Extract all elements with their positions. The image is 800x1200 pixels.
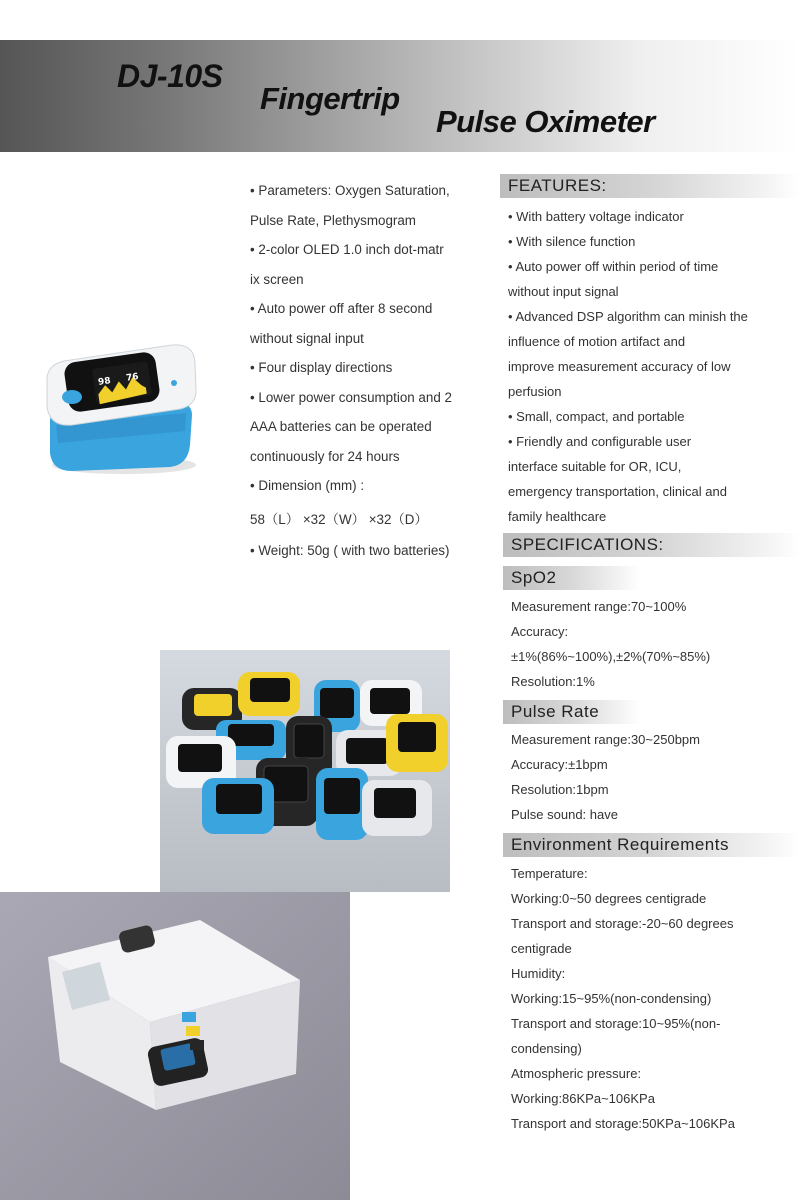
environment-specs: Temperature: Working:0~50 degrees centigrade Transport and storage:-20~60 degrees centigrade Humidity: Working:15~95%(non-condensing) Transport and storage:10~95%(non- condensing) Atmospheric pressure: Working:86KPa~106KPa Transport and storage:50KPa~106KPa (511, 866, 735, 1131)
product-illustration (42, 335, 202, 480)
model-title: DJ-10S (117, 58, 223, 94)
param-item: • Dimension (mm) : 58（L） ×32（W） ×32（D） (250, 478, 428, 527)
param-item: • Lower power consumption and 2 AAA batteries can be operated continuously for 24 hours (250, 389, 452, 464)
environment-heading: Environment Requirements (503, 833, 800, 857)
spo2-specs: Measurement range:70~100% Accuracy: ±1%(86%~100%),±2%(70%~85%) Resolution:1% (511, 599, 711, 689)
header-banner (0, 40, 800, 152)
parameter-list (238, 176, 488, 566)
device-spo2-readout: 98 (97, 376, 112, 388)
product-box-photo (0, 892, 350, 1200)
feature-item: • Advanced DSP algorithm can minish the influence of motion artifact and improve measurement accuracy of low perfusion (508, 309, 748, 399)
features-list (497, 204, 797, 529)
device-pulse-readout: 76 (125, 372, 140, 384)
feature-item: • Friendly and configurable user interface suitable for OR, ICU, emergency transportation, clinical and family healthcare (508, 434, 727, 524)
features-heading: FEATURES: (500, 174, 800, 198)
param-item: • 2-color OLED 1.0 inch dot-matr ix screen (250, 242, 444, 287)
pulse-rate-specs: Measurement range:30~250bpm Accuracy:±1bpm Resolution:1bpm Pulse sound: have (511, 732, 700, 822)
param-item: • Auto power off after 8 second without signal input (250, 301, 433, 346)
feature-item: • With silence function (508, 234, 636, 249)
feature-item: • Small, compact, and portable (508, 409, 685, 424)
feature-item: • With battery voltage indicator (508, 209, 684, 224)
title-word-fingertrip: Fingertrip (260, 81, 400, 116)
spo2-heading: SpO2 (503, 566, 641, 590)
specifications-heading: SPECIFICATIONS: (503, 533, 800, 557)
param-item: • Weight: 50g ( with two batteries) (250, 543, 450, 558)
pulse-rate-heading: Pulse Rate (503, 700, 641, 724)
feature-item: • Auto power off within period of time without input signal (508, 259, 719, 299)
devices-group-photo (160, 650, 450, 892)
param-item: • Parameters: Oxygen Saturation, Pulse Rate, Plethysmogram (250, 183, 450, 228)
param-item: • Four display directions (250, 360, 393, 375)
title-pulse-oximeter: Pulse Oximeter (436, 104, 655, 139)
